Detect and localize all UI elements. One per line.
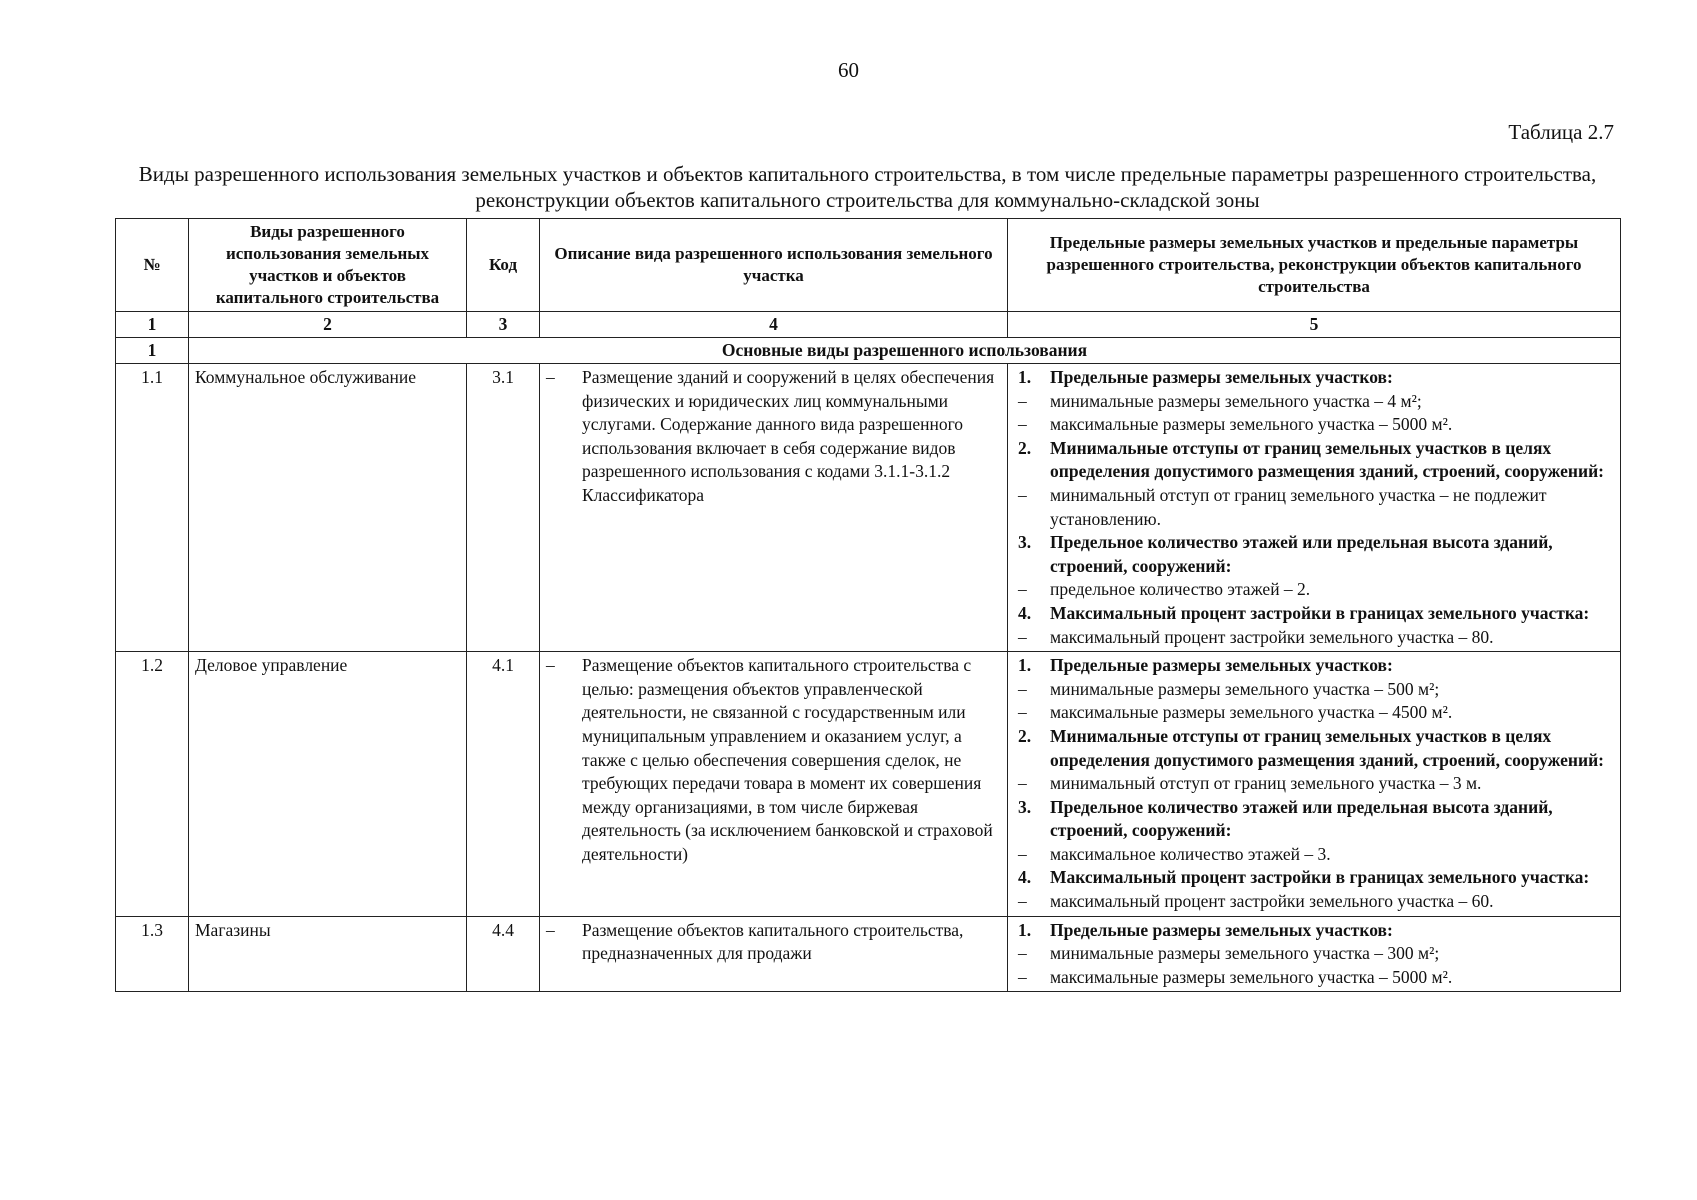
- parameter-marker: 2.: [1018, 725, 1032, 746]
- table-row: [116, 916, 1621, 992]
- parameter-marker: –: [1018, 579, 1027, 600]
- table-label: Таблица 2.7: [1508, 120, 1614, 144]
- description-cell: [540, 916, 1008, 992]
- parameter-marker: –: [1018, 891, 1027, 912]
- parameter-item: [1014, 484, 1614, 531]
- parameter-text: Предельное количество этажей или предельная высота зданий, строений, сооружений:: [1050, 532, 1553, 576]
- parameter-text: минимальные размеры земельного участка – 4 м²;: [1050, 390, 1422, 411]
- parameter-heading: [1014, 437, 1614, 484]
- parameter-text: минимальный отступ от границ земельного участка – не подлежит установлению.: [1050, 484, 1547, 529]
- parameter-heading: [1014, 866, 1614, 890]
- parameter-heading: [1014, 654, 1614, 678]
- parameter-marker: –: [1018, 390, 1027, 411]
- parameter-heading: [1014, 919, 1614, 943]
- parameter-text: Предельные размеры земельных участков:: [1050, 655, 1393, 676]
- parameter-text: минимальные размеры земельного участка – 500 м²;: [1050, 678, 1440, 699]
- description-text: Размещение объектов капитального строительства, предназначенных для продажи: [582, 919, 964, 964]
- parameter-item: [1014, 413, 1614, 437]
- parameter-item: [1014, 843, 1614, 867]
- column-number: 3: [467, 312, 540, 338]
- use-code: 3.1: [467, 364, 540, 652]
- section-row: [116, 338, 1621, 364]
- table-row: [116, 652, 1621, 917]
- parameter-marker: –: [1018, 484, 1027, 505]
- header-description: Описание вида разрешенного использования земельного участка: [540, 219, 1008, 312]
- dash-marker: –: [546, 367, 555, 387]
- column-number-row: [116, 312, 1621, 338]
- column-number: 1: [116, 312, 189, 338]
- description-line: [546, 919, 1001, 966]
- parameter-text: минимальный отступ от границ земельного участка – 3 м.: [1050, 773, 1482, 794]
- description-line: [546, 366, 1001, 508]
- parameter-marker: 3.: [1018, 532, 1032, 553]
- parameter-heading: [1014, 602, 1614, 626]
- parameters-cell: [1008, 916, 1621, 992]
- section-title: Основные виды разрешенного использования: [189, 338, 1621, 364]
- parameter-marker: 1.: [1018, 367, 1032, 387]
- parameter-text: максимальные размеры земельного участка – 5000 м².: [1050, 414, 1453, 435]
- header-use-type: Виды разрешенного использования земельных участков и объектов капитального строительства: [189, 219, 467, 312]
- parameter-text: максимальные размеры земельного участка – 4500 м².: [1050, 702, 1453, 723]
- parameter-text: Максимальный процент застройки в границах земельного участка:: [1050, 867, 1590, 888]
- parameter-text: Предельные размеры земельных участков:: [1050, 367, 1393, 387]
- table-row: [116, 364, 1621, 652]
- parameter-marker: –: [1018, 966, 1027, 987]
- parameter-item: [1014, 701, 1614, 725]
- column-number: 2: [189, 312, 467, 338]
- parameter-marker: –: [1018, 943, 1027, 964]
- parameter-text: Максимальный процент застройки в границах земельного участка:: [1050, 602, 1590, 623]
- parameter-item: [1014, 578, 1614, 602]
- section-number: 1: [116, 338, 189, 364]
- parameter-item: [1014, 678, 1614, 702]
- use-code: 4.1: [467, 652, 540, 917]
- header-code: Код: [467, 219, 540, 312]
- description-cell: [540, 652, 1008, 917]
- parameter-marker: –: [1018, 773, 1027, 794]
- document-title: Виды разрешенного использования земельных участков и объектов капитального строительства, в том числе предельные параметры разрешенного строительства, реконструкции объектов капитального строительства для коммунально-складской зоны: [138, 162, 1597, 212]
- parameter-text: Предельные размеры земельных участков:: [1050, 919, 1393, 940]
- parameter-marker: 2.: [1018, 437, 1032, 458]
- dash-marker: –: [546, 655, 555, 676]
- parameter-heading: [1014, 796, 1614, 843]
- header-number: №: [116, 219, 189, 312]
- header-parameters: Предельные размеры земельных участков и предельные параметры разрешенного строительства, реконструкции объектов капитального строительства: [1008, 219, 1621, 312]
- parameter-marker: –: [1018, 414, 1027, 435]
- parameters-cell: [1008, 364, 1621, 652]
- parameter-marker: –: [1018, 843, 1027, 864]
- use-type-name: Магазины: [189, 916, 467, 992]
- parameter-text: Минимальные отступы от границ земельных участков в целях определения допустимого размещения зданий, строений, сооружений:: [1050, 725, 1604, 770]
- parameter-marker: –: [1018, 702, 1027, 723]
- parameter-marker: –: [1018, 626, 1027, 647]
- row-number: 1.1: [116, 364, 189, 652]
- parameter-item: [1014, 626, 1614, 650]
- parameter-marker: 4.: [1018, 867, 1032, 888]
- parameter-marker: 4.: [1018, 602, 1032, 623]
- parameter-item: [1014, 966, 1614, 990]
- description-cell: [540, 364, 1008, 652]
- parameter-text: Предельное количество этажей или предельная высота зданий, строений, сооружений:: [1050, 796, 1553, 841]
- description-line: [546, 654, 1001, 866]
- parameter-item: [1014, 772, 1614, 796]
- parameter-item: [1014, 390, 1614, 414]
- use-type-name: Коммунальное обслуживание: [189, 364, 467, 652]
- header-row: [116, 219, 1621, 312]
- parameter-heading: [1014, 531, 1614, 578]
- parameter-text: минимальные размеры земельного участка – 300 м²;: [1050, 943, 1440, 964]
- parameter-text: Минимальные отступы от границ земельных участков в целях определения допустимого размещения зданий, строений, сооружений:: [1050, 437, 1604, 482]
- dash-marker: –: [546, 919, 555, 940]
- parameter-marker: 1.: [1018, 919, 1032, 940]
- use-type-name: Деловое управление: [189, 652, 467, 917]
- description-text: Размещение зданий и сооружений в целях обеспечения физических и юридических лиц коммунальными услугами. Содержание данного вида разрешенного использования включает в себя содержание видов разрешенного использования с кодами 3.1.1-3.1.2 Классификатора: [582, 367, 995, 505]
- parameter-text: максимальные размеры земельного участка – 5000 м².: [1050, 966, 1453, 987]
- parameter-item: [1014, 942, 1614, 966]
- column-number: 5: [1008, 312, 1621, 338]
- use-code: 4.4: [467, 916, 540, 992]
- page-number: 60: [838, 58, 859, 82]
- parameter-marker: 1.: [1018, 655, 1032, 676]
- parameter-text: максимальный процент застройки земельного участка – 60.: [1050, 891, 1494, 912]
- parameter-marker: –: [1018, 678, 1027, 699]
- land-use-table: [115, 218, 1621, 992]
- parameter-heading: [1014, 725, 1614, 772]
- row-number: 1.2: [116, 652, 189, 917]
- column-number: 4: [540, 312, 1008, 338]
- parameter-marker: 3.: [1018, 796, 1032, 817]
- description-text: Размещение объектов капитального строительства с целью: размещения объектов управленческой деятельности, не связанной с государственным или муниципальным управлением и оказанием услуг, а также с целью обеспечения совершения сделок, не требующих передачи товара в момент их совершения между организациями, в том числе биржевая деятельность (за исключением банковской и страховой деятельности): [582, 655, 993, 864]
- row-number: 1.3: [116, 916, 189, 992]
- parameter-text: предельное количество этажей – 2.: [1050, 579, 1311, 600]
- parameter-item: [1014, 890, 1614, 914]
- parameter-text: максимальное количество этажей – 3.: [1050, 843, 1331, 864]
- parameter-heading: [1014, 366, 1614, 390]
- parameters-cell: [1008, 652, 1621, 917]
- parameter-text: максимальный процент застройки земельного участка – 80.: [1050, 626, 1494, 647]
